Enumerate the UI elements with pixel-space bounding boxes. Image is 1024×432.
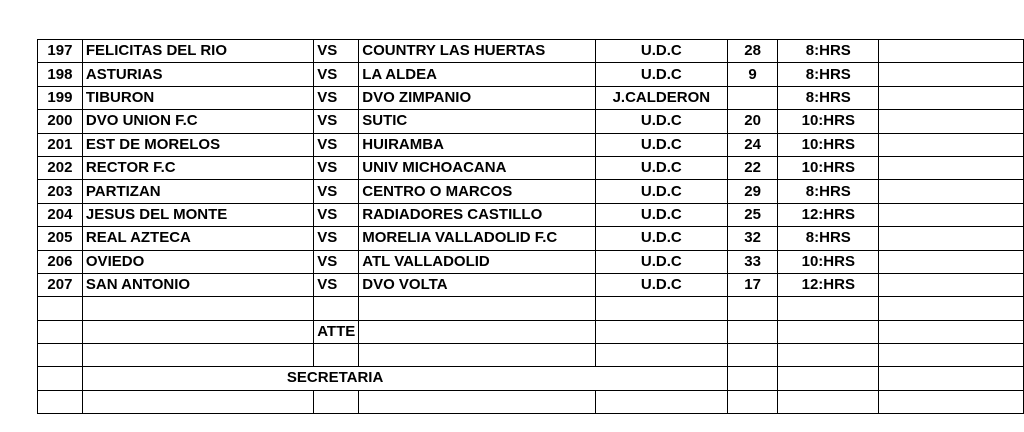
- match-row: [38, 227, 1024, 250]
- match-time: 8:HRS: [778, 227, 879, 250]
- empty-cell: [879, 390, 1024, 413]
- match-number: 204: [38, 203, 83, 226]
- match-number: 207: [38, 273, 83, 296]
- empty-cell: [595, 344, 727, 367]
- home-team: JESUS DEL MONTE: [82, 203, 313, 226]
- field-number: [727, 86, 778, 109]
- empty-cell: [727, 367, 778, 390]
- match-row: [38, 250, 1024, 273]
- match-number: 205: [38, 227, 83, 250]
- home-team: OVIEDO: [82, 250, 313, 273]
- match-time: 8:HRS: [778, 86, 879, 109]
- vs-label: VS: [314, 63, 359, 86]
- empty-cell: [38, 297, 83, 320]
- empty-cell: [359, 297, 596, 320]
- away-team: DVO VOLTA: [359, 273, 596, 296]
- empty-cell: [778, 344, 879, 367]
- match-row: [38, 40, 1024, 63]
- empty-cell: [727, 297, 778, 320]
- vs-label: VS: [314, 273, 359, 296]
- empty-cell: [879, 133, 1024, 156]
- field-number: 33: [727, 250, 778, 273]
- match-time: 12:HRS: [778, 273, 879, 296]
- blank-row: [38, 344, 1024, 367]
- field-number: 32: [727, 227, 778, 250]
- venue: U.D.C: [595, 250, 727, 273]
- empty-cell: [879, 320, 1024, 343]
- home-team: REAL AZTECA: [82, 227, 313, 250]
- vs-label: VS: [314, 250, 359, 273]
- venue: J.CALDERON: [595, 86, 727, 109]
- match-number: 200: [38, 110, 83, 133]
- empty-cell: [359, 390, 596, 413]
- away-team: LA ALDEA: [359, 63, 596, 86]
- venue: U.D.C: [595, 110, 727, 133]
- secretaria-label: SECRETARIA: [286, 369, 384, 387]
- empty-cell: [38, 367, 83, 390]
- away-team: DVO ZIMPANIO: [359, 86, 596, 109]
- vs-label: VS: [314, 156, 359, 179]
- home-team: SAN ANTONIO: [82, 273, 313, 296]
- empty-cell: [82, 390, 313, 413]
- away-team: HUIRAMBA: [359, 133, 596, 156]
- match-number: 199: [38, 86, 83, 109]
- venue: U.D.C: [595, 133, 727, 156]
- empty-cell: [727, 320, 778, 343]
- match-number: 206: [38, 250, 83, 273]
- away-team: CENTRO O MARCOS: [359, 180, 596, 203]
- match-time: 10:HRS: [778, 110, 879, 133]
- empty-cell: [879, 156, 1024, 179]
- empty-cell: [595, 320, 727, 343]
- empty-cell: [879, 273, 1024, 296]
- empty-cell: [359, 320, 596, 343]
- empty-cell: [314, 390, 359, 413]
- match-number: 201: [38, 133, 83, 156]
- empty-cell: [314, 297, 359, 320]
- empty-cell: [82, 320, 313, 343]
- vs-label: VS: [314, 86, 359, 109]
- empty-cell: [879, 227, 1024, 250]
- empty-cell: [778, 297, 879, 320]
- empty-cell: [879, 180, 1024, 203]
- match-time: 8:HRS: [778, 63, 879, 86]
- empty-cell: [82, 344, 313, 367]
- away-team: MORELIA VALLADOLID F.C: [359, 227, 596, 250]
- vs-label: VS: [314, 110, 359, 133]
- home-team: FELICITAS DEL RIO: [82, 40, 313, 63]
- venue: U.D.C: [595, 273, 727, 296]
- field-number: 24: [727, 133, 778, 156]
- match-row: [38, 273, 1024, 296]
- venue: U.D.C: [595, 180, 727, 203]
- match-row: [38, 156, 1024, 179]
- empty-cell: [595, 390, 727, 413]
- match-time: 8:HRS: [778, 180, 879, 203]
- match-row: [38, 63, 1024, 86]
- empty-cell: [778, 367, 879, 390]
- away-team: RADIADORES CASTILLO: [359, 203, 596, 226]
- match-time: 12:HRS: [778, 203, 879, 226]
- empty-cell: [38, 390, 83, 413]
- vs-label: VS: [314, 180, 359, 203]
- home-team: TIBURON: [82, 86, 313, 109]
- home-team: PARTIZAN: [82, 180, 313, 203]
- field-number: 28: [727, 40, 778, 63]
- venue: U.D.C: [595, 227, 727, 250]
- away-team: COUNTRY LAS HUERTAS: [359, 40, 596, 63]
- home-team: EST DE MORELOS: [82, 133, 313, 156]
- blank-row: [38, 390, 1024, 413]
- empty-cell: [879, 86, 1024, 109]
- vs-label: VS: [314, 133, 359, 156]
- match-time: 10:HRS: [778, 156, 879, 179]
- empty-cell: [82, 297, 313, 320]
- secretaria-row: [38, 367, 1024, 390]
- field-number: 17: [727, 273, 778, 296]
- field-number: 9: [727, 63, 778, 86]
- secretaria-cell: [82, 367, 727, 390]
- empty-cell: [38, 344, 83, 367]
- schedule-table: [37, 39, 1024, 414]
- empty-cell: [879, 40, 1024, 63]
- away-team: ATL VALLADOLID: [359, 250, 596, 273]
- field-number: 25: [727, 203, 778, 226]
- empty-cell: [879, 367, 1024, 390]
- field-number: 20: [727, 110, 778, 133]
- match-number: 197: [38, 40, 83, 63]
- empty-cell: [359, 344, 596, 367]
- match-time: 8:HRS: [778, 40, 879, 63]
- match-row: [38, 133, 1024, 156]
- empty-cell: [879, 110, 1024, 133]
- empty-cell: [38, 320, 83, 343]
- empty-cell: [314, 344, 359, 367]
- atte-label: ATTE: [314, 320, 359, 343]
- vs-label: VS: [314, 227, 359, 250]
- blank-row: [38, 297, 1024, 320]
- field-number: 29: [727, 180, 778, 203]
- empty-cell: [727, 344, 778, 367]
- empty-cell: [879, 250, 1024, 273]
- empty-cell: [778, 390, 879, 413]
- empty-cell: [879, 63, 1024, 86]
- venue: U.D.C: [595, 40, 727, 63]
- vs-label: VS: [314, 203, 359, 226]
- home-team: DVO UNION F.C: [82, 110, 313, 133]
- match-row: [38, 110, 1024, 133]
- venue: U.D.C: [595, 203, 727, 226]
- match-time: 10:HRS: [778, 133, 879, 156]
- match-row: [38, 86, 1024, 109]
- empty-cell: [879, 344, 1024, 367]
- empty-cell: [778, 320, 879, 343]
- venue: U.D.C: [595, 156, 727, 179]
- empty-cell: [595, 297, 727, 320]
- match-time: 10:HRS: [778, 250, 879, 273]
- match-row: [38, 203, 1024, 226]
- venue: U.D.C: [595, 63, 727, 86]
- empty-cell: [879, 297, 1024, 320]
- match-number: 198: [38, 63, 83, 86]
- match-number: 202: [38, 156, 83, 179]
- empty-cell: [879, 203, 1024, 226]
- home-team: RECTOR F.C: [82, 156, 313, 179]
- match-row: [38, 180, 1024, 203]
- home-team: ASTURIAS: [82, 63, 313, 86]
- vs-label: VS: [314, 40, 359, 63]
- field-number: 22: [727, 156, 778, 179]
- empty-cell: [727, 390, 778, 413]
- atte-row: [38, 320, 1024, 343]
- match-number: 203: [38, 180, 83, 203]
- schedule-body: [38, 40, 1024, 414]
- away-team: SUTIC: [359, 110, 596, 133]
- away-team: UNIV MICHOACANA: [359, 156, 596, 179]
